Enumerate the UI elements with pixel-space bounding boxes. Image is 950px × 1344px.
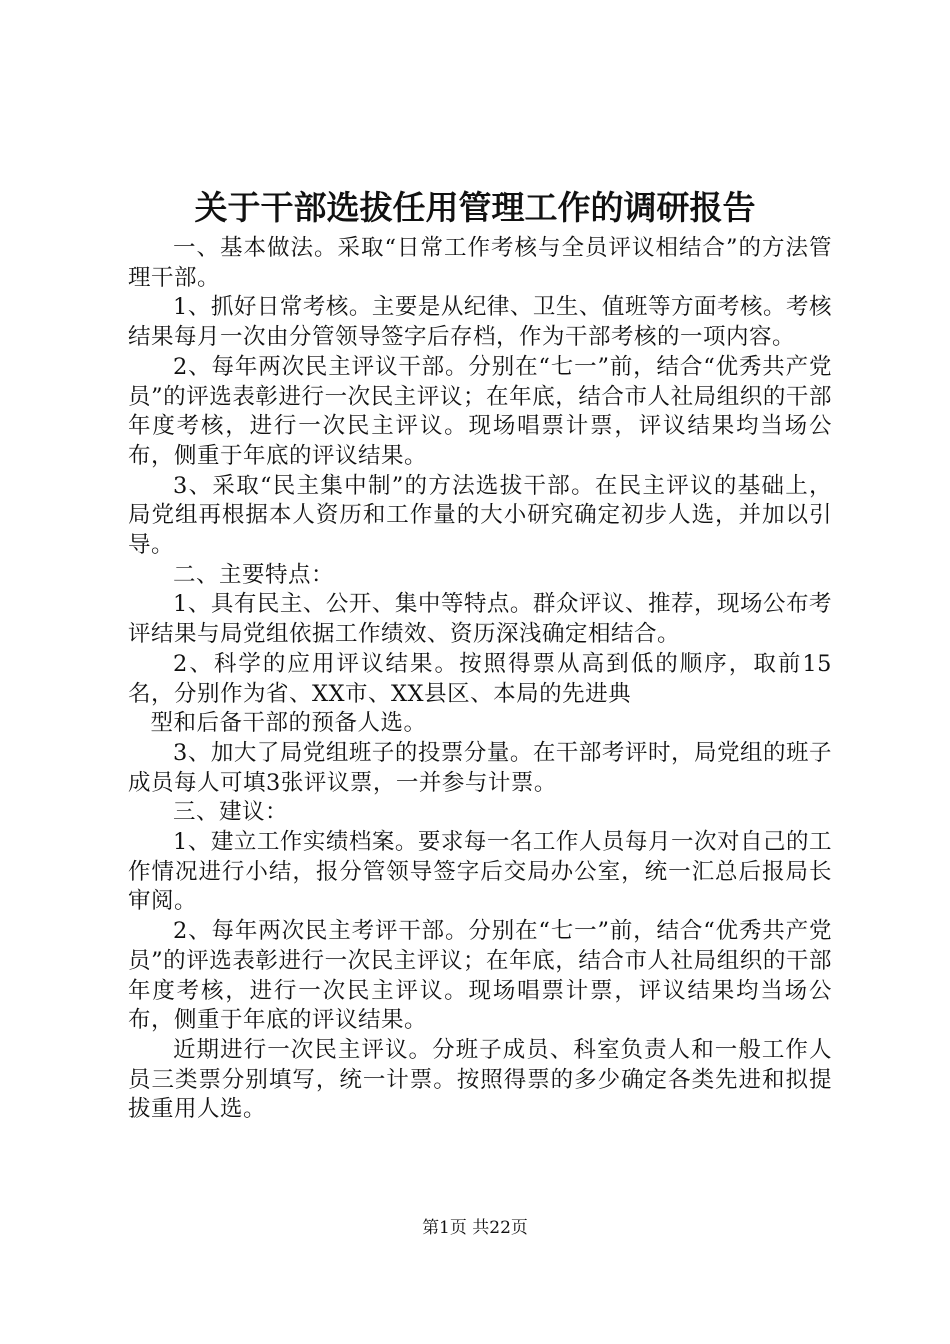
paragraph-democratic-centralism: 3、采取“民主集中制”的方法选拔干部。在民主评议的基础上，局党组再根据本人资历和工作量的大小研究确定初步人选，并加以引导。 — [128, 472, 832, 559]
paragraph-suggestion-1: 1、建立工作实绩档案。要求每一名工作人员每月一次对自己的工作情况进行小结，报分管领导签字后交局办公室，统一汇总后报局长审阅。 — [128, 829, 832, 915]
paragraph-heading-suggestions: 三、建议： — [173, 799, 289, 826]
document-body — [128, 234, 832, 1125]
document-title: 关于干部选拔任用管理工作的调研报告 — [194, 188, 756, 227]
paragraph-recent-review: 近期进行一次民主评议。分班子成员、科室负责人和一般工作人员三类票分别填写，统一计票。按照得票的多少确定各类先进和拟提拔重用人选。 — [128, 1036, 832, 1123]
paragraph-feature-1: 1、具有民主、公开、集中等特点。群众评议、推荐，现场公布考评结果与局党组依据工作绩效、资历深浅确定相结合。 — [128, 591, 832, 648]
paragraph-suggestion-2: 2、每年两次民主考评干部。分别在“七一”前，结合“优秀共产党员”的评选表彰进行一次民主评议；在年底，结合市人社局组织的干部年度考核，进行一次民主评议。现场唱票计票，评议结果均当场公布，侧重于年底的评议结果。 — [128, 918, 832, 1034]
paragraph-basic-practice: 一、基本做法。采取“日常工作考核与全员评议相结合”的方法管理干部。 — [128, 235, 832, 291]
paragraph-heading-features: 二、主要特点： — [173, 561, 335, 588]
paragraph-democratic-review: 2、每年两次民主评议干部。分别在“七一”前，结合“优秀共产党员”的评选表彰进行一次民主评议；在年底，结合市人社局组织的干部年度考核，进行一次民主评议。现场唱票计票，评议结果均当场公布，侧重于年底的评议结果。 — [128, 353, 832, 469]
page-number-footer: 第1页 共22页 — [422, 1218, 528, 1238]
paragraph-feature-2-continued: 型和后备干部的预备人选。 — [150, 710, 427, 737]
paragraph-daily-assessment: 1、抓好日常考核。主要是从纪律、卫生、值班等方面考核。考核结果每月一次由分管领导签字后存档，作为干部考核的一项内容。 — [128, 294, 832, 351]
paragraph-feature-3: 3、加大了局党组班子的投票分量。在干部考评时，局党组的班子成员每人可填3张评议票，一并参与计票。 — [128, 739, 832, 796]
paragraph-feature-2: 2、科学的应用评议结果。按照得票从高到低的顺序，取前15名，分别作为省、XX市、XX县区、本局的先进典 — [128, 650, 832, 707]
